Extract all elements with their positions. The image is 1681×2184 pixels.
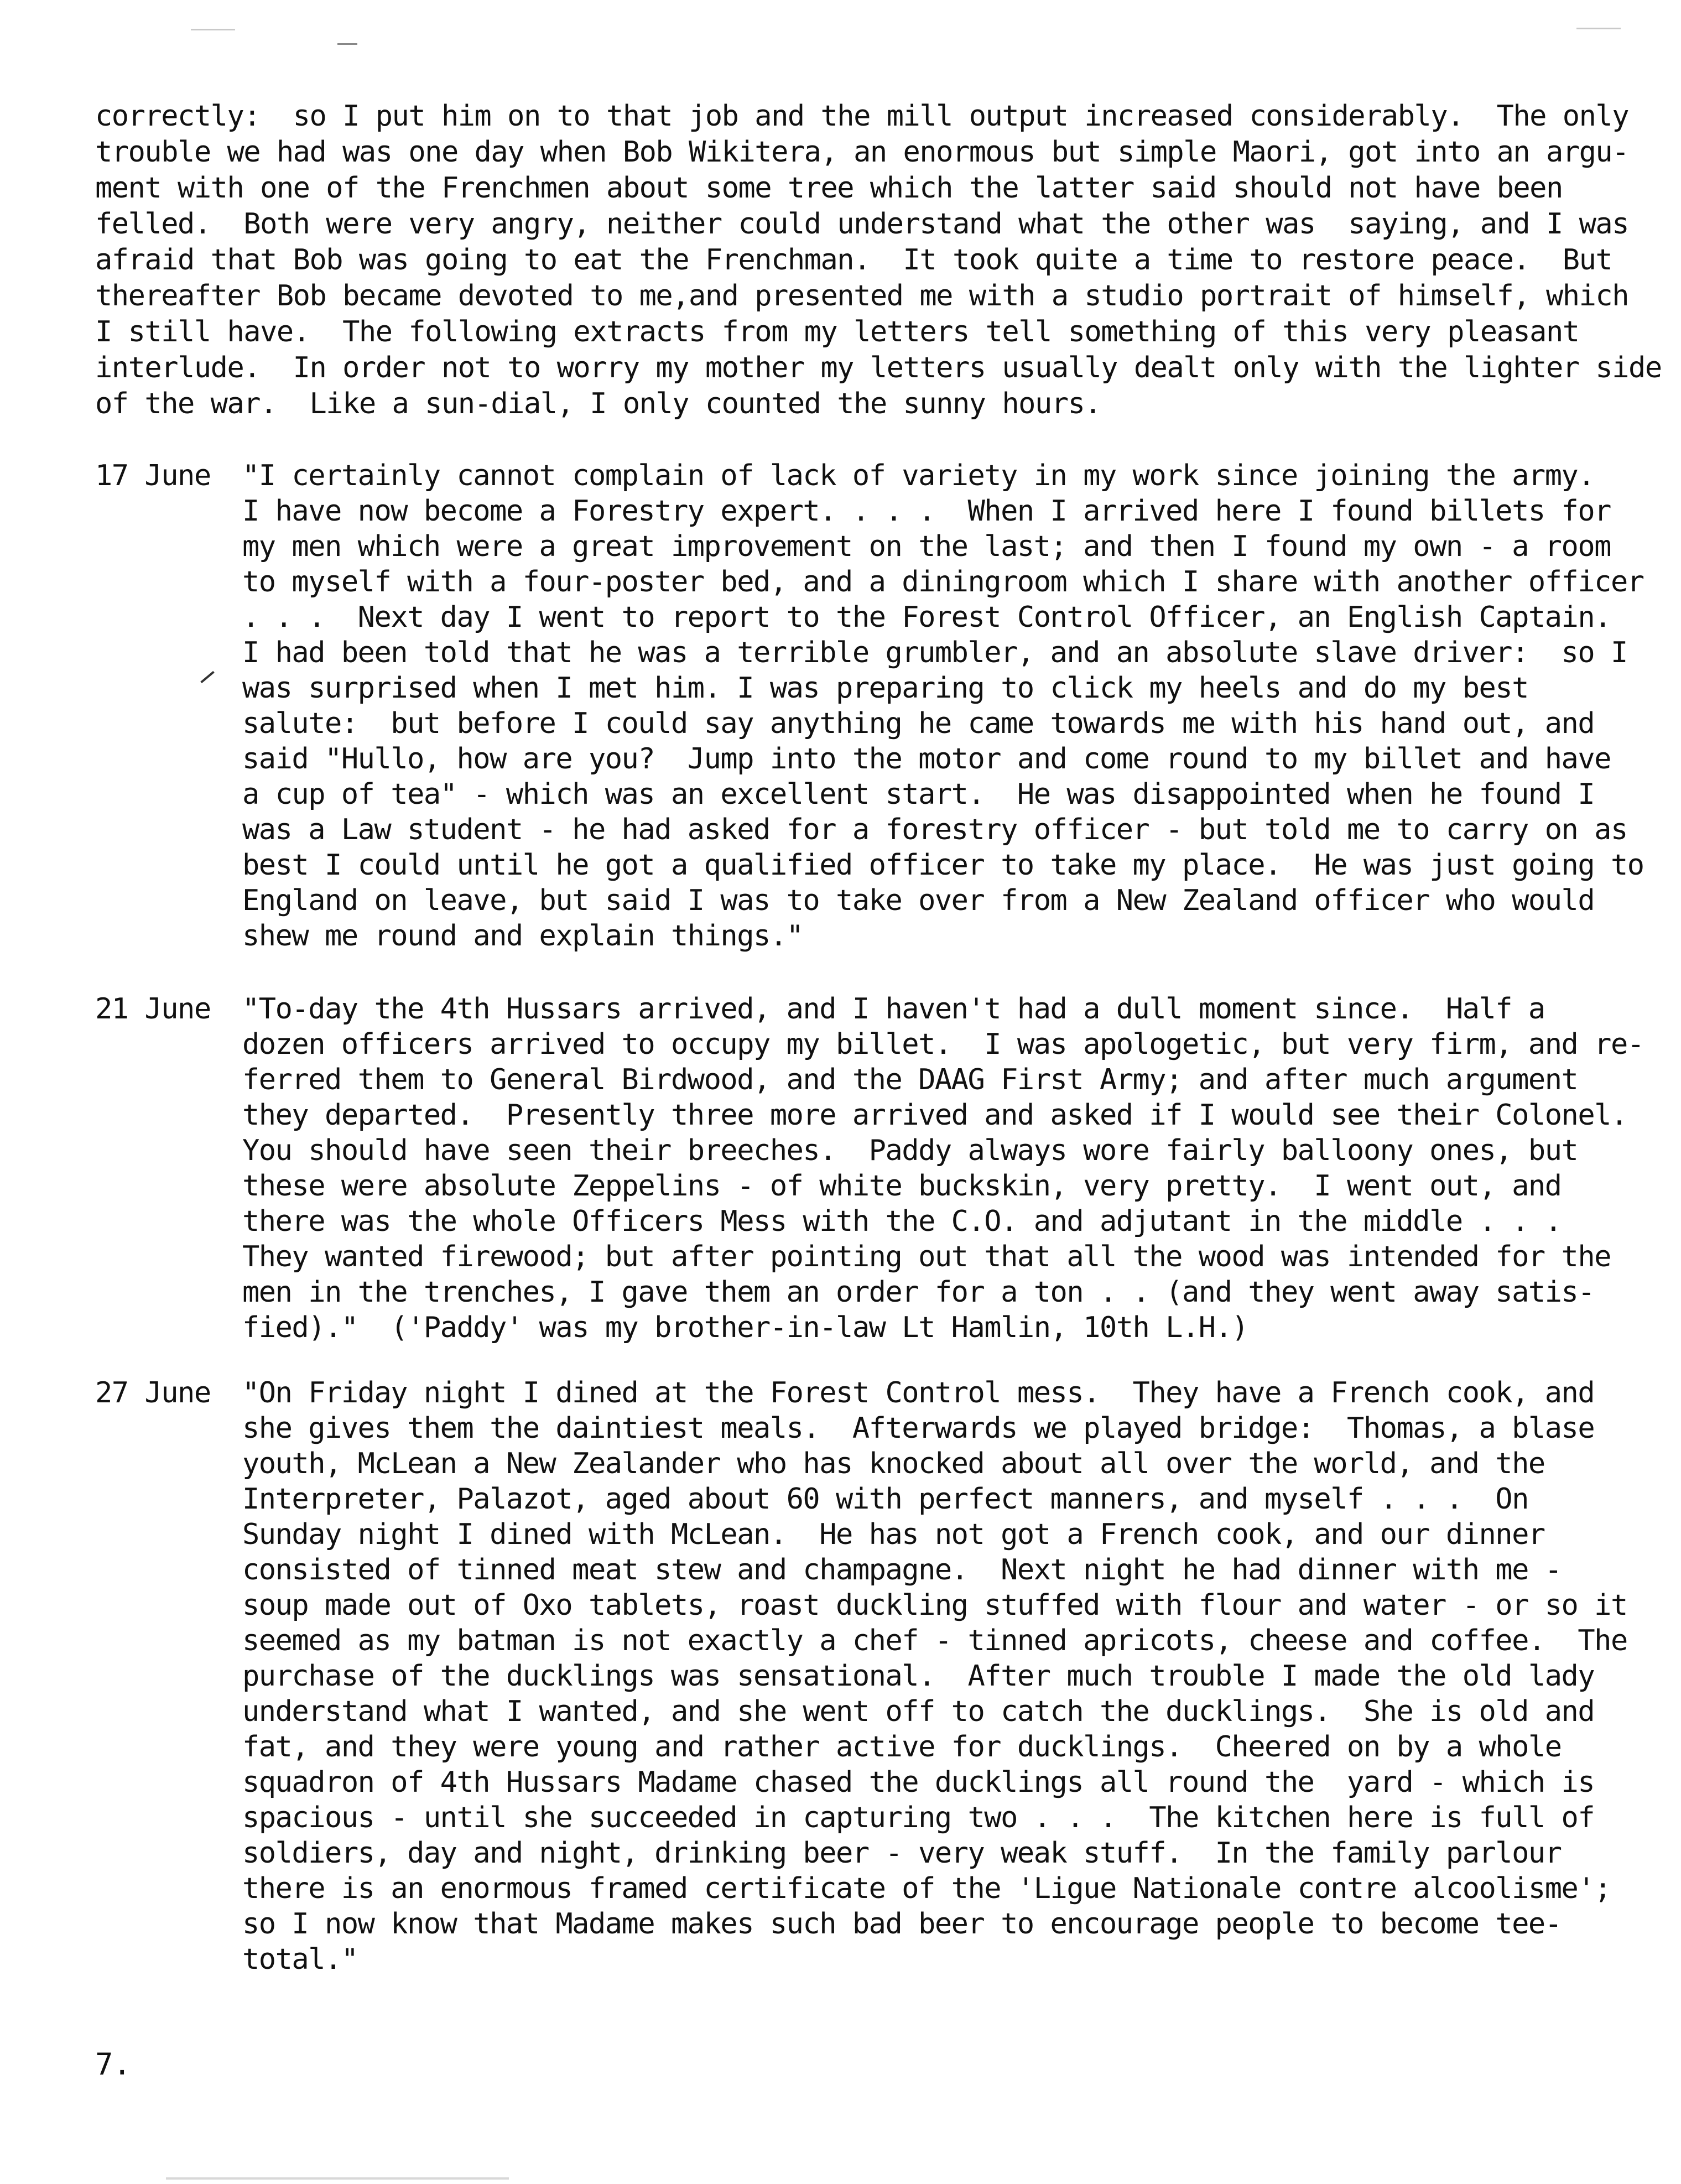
entry-date: 27 June	[95, 1376, 211, 1410]
page-number: 7.	[95, 2047, 132, 2082]
scan-artifact	[166, 2177, 509, 2180]
entry-text: "On Friday night I dined at the Forest Control mess. They have a French cook, and she gives them the daintiest meals. Afterwards we played bridge: Thomas, a blase youth, McLean a New Zealander who has knocked about all over the world, and the Interpreter, Palazot, aged about 60 with perfect manners, and myself . . . On Sunday night I dined with McLean. He has not got a French cook, and our dinner consisted of tinned meat stew and champagne. Next night he had dinner with me - soup made out of Oxo tablets, roast duckling stuffed with flour and water - or so it seemed as my batman is not exactly a chef - tinned apricots, cheese and coffee. The purchase of the ducklings was sensational. After much trouble I made the old lady understand what I wanted, and she went off to catch the ducklings. She is old and fat, and they were young and rather active for ducklings. Cheered on by a whole squadron of 4th Hussars Madame chased the ducklings all round the yard - which is spacious - until she succeeded in capturing two . . . The kitchen here is full of soldiers, day and night, drinking beer - very weak stuff. In the family parlour there is an enormous framed certificate of the 'Ligue Nationale contre alcoolisme'; so I now know that Madame makes such bad beer to encourage people to become tee- total."	[242, 1376, 1627, 1976]
pencil-mark	[200, 671, 215, 683]
entry-text: "To-day the 4th Hussars arrived, and I haven't had a dull moment since. Half a dozen officers arrived to occupy my billet. I was apologetic, but very firm, and re- ferred them to General Birdwood, and the DAAG First Army; and after much argument they departed. Presently three more arrived and asked if I would see their Colonel. You should have seen their breeches. Paddy always wore fairly balloony ones, but these were absolute Zeppelins - of white buckskin, very pretty. I went out, and there was the whole Officers Mess with the C.O. and adjutant in the middle . . . They wanted firewood; but after pointing out that all the wood was intended for the men in the trenches, I gave them an order for a ton . . (and they went away satis- fied)." ('Paddy' was my brother-in-law Lt Hamlin, 10th L.H.)	[242, 992, 1644, 1344]
entry-date: 21 June	[95, 992, 211, 1026]
entry-text: "I certainly cannot complain of lack of variety in my work since joining the army. I have now become a Forestry expert. . . . When I arrived here I found billets for my men which were a great improvement on the last; and then I found my own - a room to myself with a four-poster bed, and a diningroom which I share with another officer . . . Next day I went to report to the Forest Control Officer, an English Captain. I had been told that he was a terrible grumbler, and an absolute slave driver: so I was surprised when I met him. I was preparing to click my heels and do my best salute: but before I could say anything he came towards me with his hand out, and said "Hullo, how are you? Jump into the motor and come round to my billet and have a cup of tea" - which was an excellent start. He was disappointed when he found I was a Law student - he had asked for a forestry officer - but told me to carry on as best I could until he got a qualified officer to take my place. He was just going to England on leave, but said I was to take over from a New Zealand officer who would shew me round and explain things."	[242, 459, 1644, 953]
entry-date: 17 June	[95, 459, 211, 492]
intro-paragraph: correctly: so I put him on to that job and the mill output increased considerably. The only trouble we had was one day when Bob Wikitera, an enormous but simple Maori, got into an argu- ment with one of the Frenchmen about some tree which the latter said should not have been felled. Both were very angry, neither could understand what the other was saying, and I was afraid that Bob was going to eat the Frenchman. It took quite a time to restore peace. But thereafter Bob became devoted to me,and presented me with a studio portrait of himself, which I still have. The following extracts from my letters tell something of this very pleasant interlude. In order not to worry my mother my letters usually dealt only with the lighter side of the war. Like a sun-dial, I only counted the sunny hours.	[95, 100, 1662, 420]
scan-artifact	[337, 43, 357, 45]
scan-artifact	[1576, 28, 1621, 29]
scan-artifact	[191, 29, 235, 30]
